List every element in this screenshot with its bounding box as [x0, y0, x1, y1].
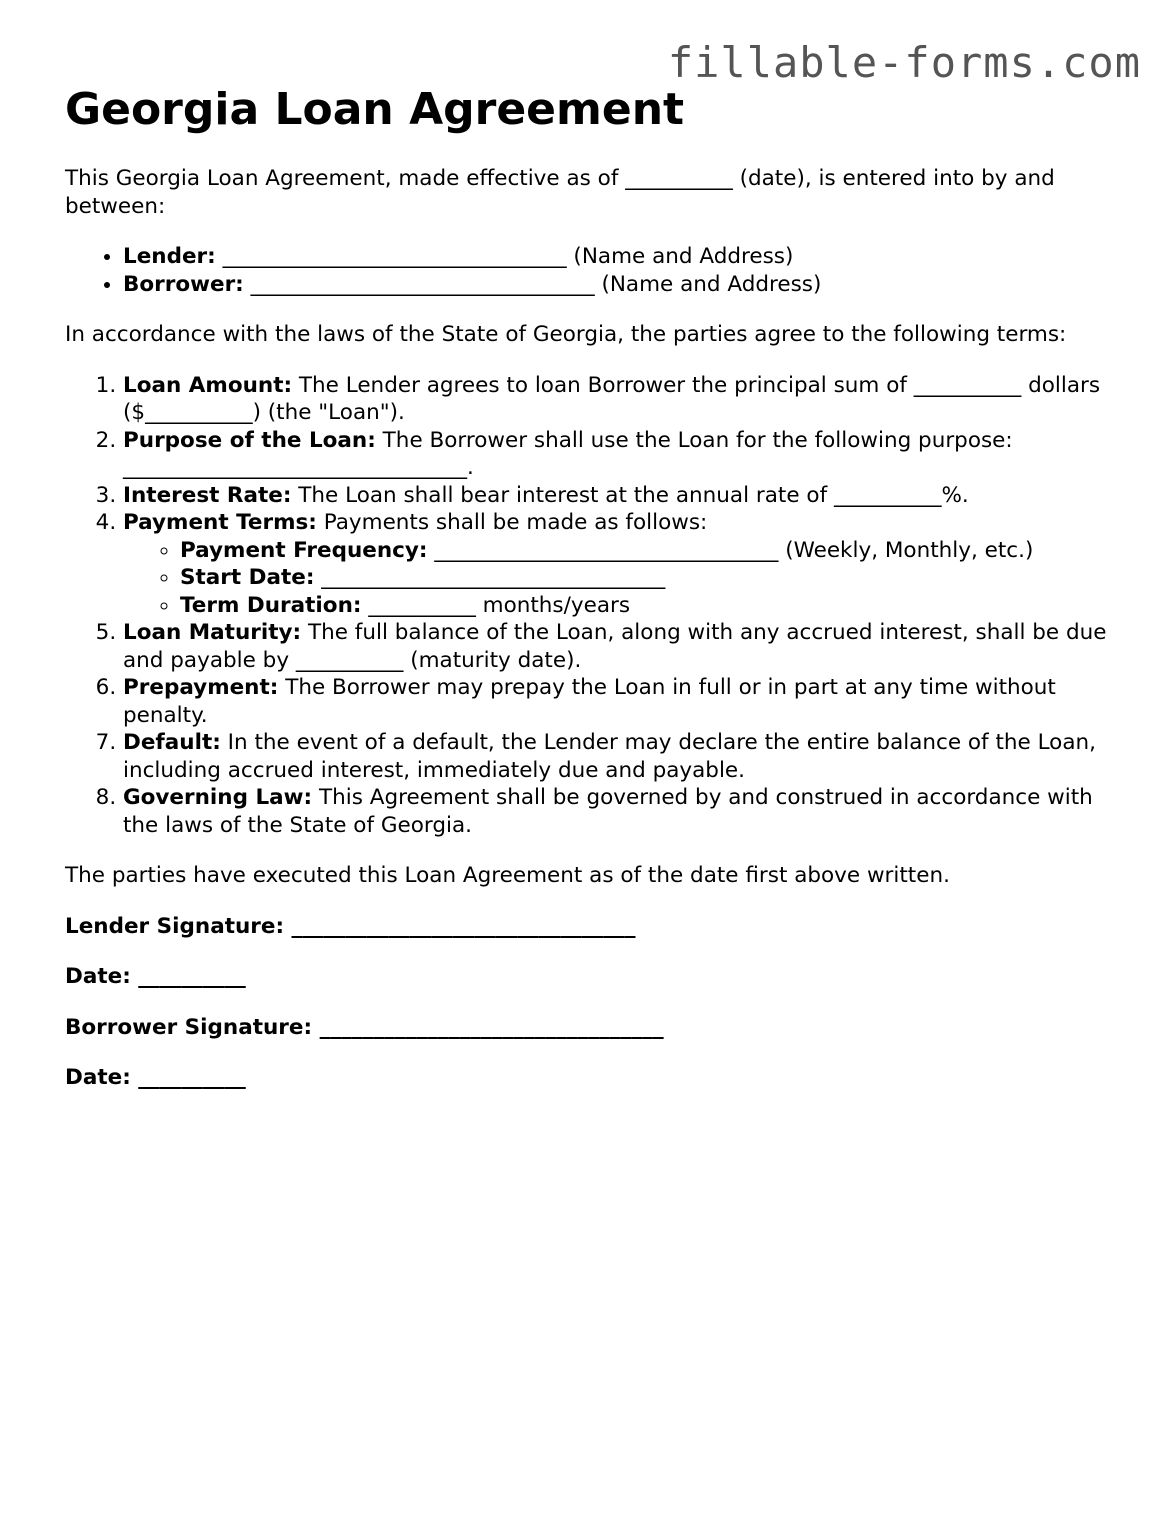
party-text: ________________________________ (Name and Address) — [243, 271, 822, 297]
party-lender — [123, 243, 1115, 271]
term-governing-law — [123, 784, 1115, 839]
subterm-label: Term Duration: — [180, 592, 362, 618]
lender-signature-line: Lender Signature: ________________________________ — [65, 913, 636, 939]
subterm-label: Start Date: — [180, 565, 315, 590]
executed-paragraph: The parties have executed this Loan Agreement as of the date first above written. — [65, 863, 950, 888]
term-label: Interest Rate: — [123, 482, 292, 508]
subterm-term-duration — [180, 592, 1115, 620]
term-text: In the event of a default, the Lender may declare the entire balance of the Loan, including accrued interest, immediately due and payable. — [123, 730, 1096, 783]
term-text: The Lender agrees to loan Borrower the principal sum of __________ dollars ($__________) (the "Loan"). — [123, 372, 1101, 425]
subterm-label: Payment Frequency: — [180, 537, 428, 563]
term-text: The Loan shall bear interest at the annual rate of __________%. — [291, 482, 969, 508]
party-label: Lender: — [123, 244, 216, 269]
term-label: Loan Amount: — [123, 372, 293, 398]
borrower-date-line: Date: __________ — [65, 1065, 246, 1090]
subterm-payment-frequency — [180, 537, 1115, 565]
term-label: Purpose of the Loan: — [123, 427, 376, 453]
borrower-signature-line: Borrower Signature: ________________________________ — [65, 1014, 664, 1040]
term-text: Payments shall be made as follows: — [316, 510, 708, 535]
term-label: Governing Law: — [123, 785, 313, 810]
watermark-text: fillable-forms.com — [667, 38, 1141, 87]
term-text: The full balance of the Loan, along with any accrued interest, shall be due and payable by __________ (maturity date). — [123, 620, 1107, 673]
term-default — [123, 729, 1115, 784]
page-title: Georgia Loan Agreement — [65, 84, 685, 135]
term-loan-amount — [123, 372, 1115, 427]
subterm-text: ________________________________ (Weekly, Monthly, etc.) — [427, 537, 1034, 563]
term-label: Payment Terms: — [123, 510, 317, 535]
terms-list — [65, 372, 1115, 840]
party-label: Borrower: — [123, 271, 244, 297]
term-label: Default: — [123, 730, 221, 755]
term-payment-terms — [123, 509, 1115, 619]
parties-list — [65, 243, 1115, 298]
document-page — [65, 80, 1115, 1115]
party-text: ________________________________ (Name and Address) — [215, 244, 794, 269]
accordance-paragraph: In accordance with the laws of the State of Georgia, the parties agree to the following terms: — [65, 322, 1067, 347]
term-interest-rate — [123, 482, 1115, 510]
term-text: This Agreement shall be governed by and construed in accordance with the laws of the State of Georgia. — [123, 785, 1093, 838]
term-purpose — [123, 427, 1115, 482]
term-loan-maturity — [123, 619, 1115, 674]
party-borrower — [123, 271, 1115, 299]
term-prepayment — [123, 674, 1115, 729]
term-text: The Borrower shall use the Loan for the following purpose: ________________________________. — [123, 427, 1013, 480]
lender-date-line: Date: __________ — [65, 964, 246, 989]
term-label: Loan Maturity: — [123, 620, 302, 645]
term-label: Prepayment: — [123, 675, 279, 700]
subterm-text: ________________________________ — [314, 565, 666, 590]
term-text: The Borrower may prepay the Loan in full or in part at any time without penalty. — [123, 675, 1056, 728]
payment-terms-sublist — [123, 537, 1115, 620]
intro-paragraph: This Georgia Loan Agreement, made effective as of __________ (date), is entered into by and between: — [65, 166, 1055, 219]
subterm-start-date — [180, 564, 1115, 592]
subterm-text: __________ months/years — [361, 592, 631, 618]
